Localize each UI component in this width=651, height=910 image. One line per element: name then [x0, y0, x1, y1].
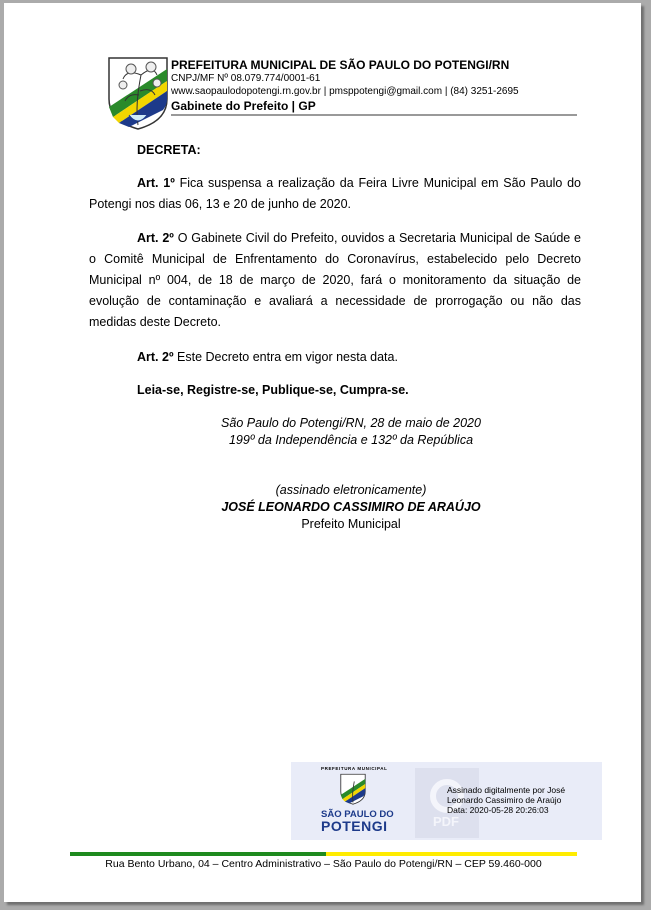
decreta-heading: DECRETA: [137, 143, 201, 157]
article-3-label: Art. 2º [137, 350, 174, 364]
signer-role: Prefeito Municipal [301, 517, 401, 531]
signed-note: (assinado eletronicamente) [275, 483, 427, 497]
signature-line-2: Leonardo Cassimiro de Araújo [447, 795, 562, 805]
letterhead-rule [171, 114, 577, 116]
footer-yellow-bar [326, 852, 577, 856]
stamp-city-line2: POTENGI [321, 818, 388, 834]
letterhead-office: Gabinete do Prefeito | GP [171, 99, 316, 113]
municipal-coat-of-arms-logo [105, 55, 171, 131]
stamp-city-line1: SÃO PAULO DO [321, 809, 394, 820]
article-3-text: Este Decreto entra em vigor nesta data. [173, 350, 398, 364]
article-2 [89, 228, 581, 333]
article-2-text: O Gabinete Civil do Prefeito, ouvidos a Secretaria Municipal de Saúde e o Comitê Municipal de Enfrentamento do Coronavírus, estabelecido pelo Decreto Municipal nº 004, de 18 de março de 2020, fará o monitoramento da situação de evolução de contaminação e avaliará a necessidade de prorrogação ou não das medidas deste Decreto. [89, 231, 581, 329]
signature-line-3: Data: 2020-05-28 20:26:03 [447, 805, 549, 815]
letterhead-title: PREFEITURA MUNICIPAL DE SÃO PAULO DO POTENGI/RN [171, 58, 510, 72]
independence-line: 199º da Independência e 132º da República [228, 433, 474, 447]
letterhead [171, 58, 581, 113]
signer-name: JOSÉ LEONARDO CASSIMIRO DE ARAÚJO [221, 500, 481, 514]
article-2-label: Art. 2º [137, 231, 174, 245]
letterhead-contact: www.saopaulodopotengi.rn.gov.br | pmsppotengi@gmail.com | (84) 3251-2695 [171, 86, 519, 97]
stamp-coat-of-arms-icon [339, 773, 367, 805]
pdf-icon-label: PDF [433, 814, 459, 829]
digital-signature-stamp [291, 762, 602, 840]
closing-formula: Leia-se, Registre-se, Publique-se, Cumpra-se. [137, 383, 409, 397]
signature-line-1: Assinado digitalmente por José [447, 785, 566, 795]
letterhead-cnpj: CNPJ/MF Nº 08.079.774/0001-61 [171, 73, 321, 84]
signature-details [447, 785, 597, 815]
place-date: São Paulo do Potengi/RN, 28 de maio de 2020 [221, 416, 481, 430]
article-1 [89, 173, 581, 215]
footer-green-bar [70, 852, 326, 856]
stamp-logo-top: PREFEITURA MUNICIPAL [321, 766, 388, 771]
article-3 [89, 347, 581, 368]
article-1-text: Fica suspensa a realização da Feira Livre Municipal em São Paulo do Potengi nos dias 06, 13 e 20 de junho de 2020. [89, 176, 581, 211]
stamp-logo [291, 762, 411, 840]
article-1-label: Art. 1º [137, 176, 175, 190]
footer-address: Rua Bento Urbano, 04 – Centro Administrativo – São Paulo do Potengi/RN – CEP 59.460-000 [105, 858, 542, 870]
